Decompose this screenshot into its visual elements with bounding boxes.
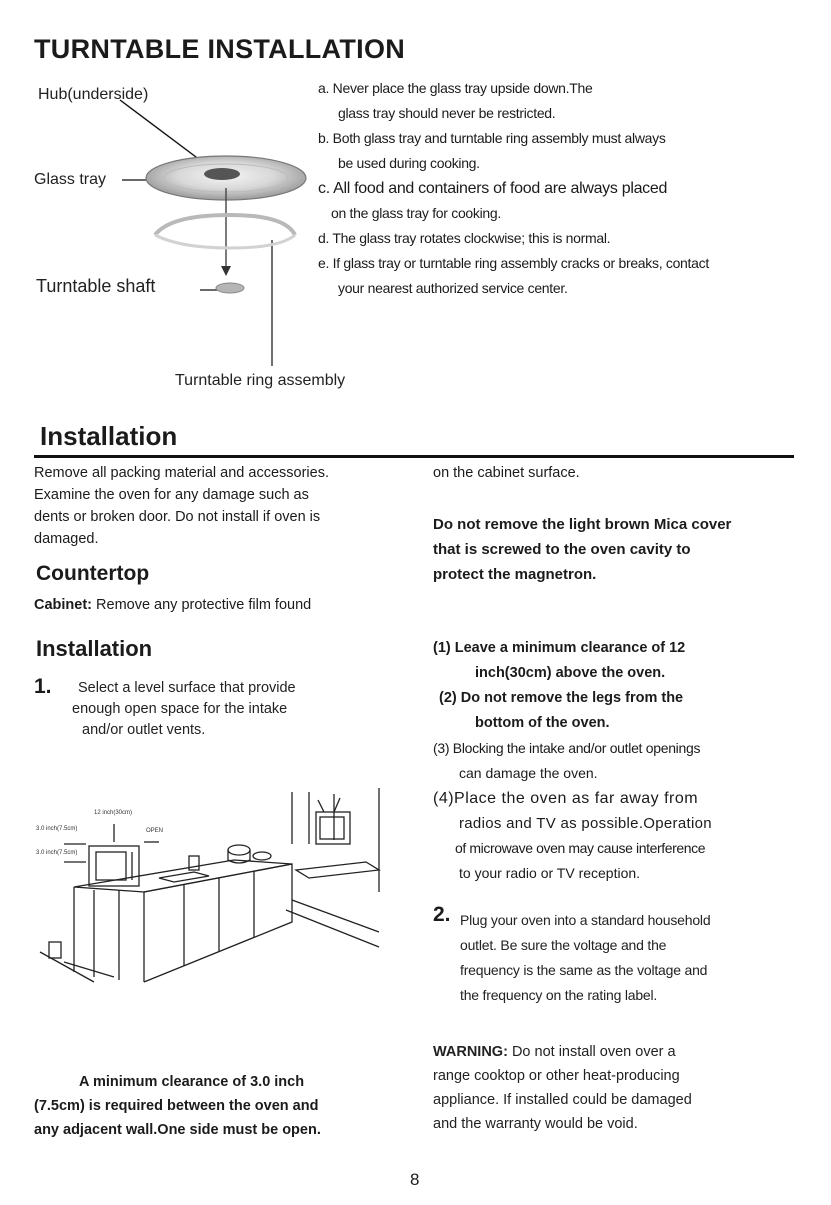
note-b: b. Both glass tray and turntable ring assembly must always [318,130,666,146]
turntable-diagram [30,70,360,400]
warning-line: and the warranty would be void. [433,1116,638,1132]
countertop-heading: Countertop [36,562,150,585]
note-d: d. The glass tray rotates clockwise; this is normal. [318,230,611,246]
mica-line: Do not remove the light brown Mica cover [433,516,732,533]
intro-line: damaged. [34,531,99,547]
installation-heading: Installation [40,421,178,451]
note-e: e. If glass tray or turntable ring assembly cracks or breaks, contact [318,255,709,271]
illus-label-left1: 3.0 inch(7.5cm) [36,826,78,832]
list-item-1: (1) Leave a minimum clearance of 12 [433,640,686,656]
intro-text [34,462,404,550]
note-c-cont: on the glass tray for cooking. [331,205,501,221]
mica-warning [433,512,793,587]
list-item-3: (3) Blocking the intake and/or outlet openings [433,740,701,756]
warning-line: range cooktop or other heat-producing [433,1068,680,1084]
mica-line: protect the magnetron. [433,566,597,583]
warning-line: appliance. If installed could be damaged [433,1092,692,1108]
warning-label: WARNING: [433,1044,508,1060]
cabinet-text-cont: on the cabinet surface. [433,465,580,481]
cabinet-desc: Remove any protective film found [92,597,312,613]
list-item-4-cont: radios and TV as possible.Operation [459,815,712,832]
step2-line: Plug your oven into a standard household [460,912,711,928]
step1-line: Select a level surface that provide [78,680,296,696]
warning-line: Do not install oven over a [507,1044,676,1060]
step2-text [460,908,805,1008]
step2-number: 2. [433,903,451,926]
kitchen-illustration [34,782,404,1002]
step2-line: frequency is the same as the voltage and [460,962,708,978]
clearance-line: A minimum clearance of 3.0 inch [79,1074,305,1090]
clearance-note [34,1070,404,1142]
warning-text [433,1040,793,1136]
list-item-1-cont: inch(30cm) above the oven. [475,665,666,681]
page-number: 8 [410,1170,420,1189]
note-c: c. All food and containers of food are always placed [318,180,668,197]
note-a: a. Never place the glass tray upside down.The [318,80,593,96]
section-rule [34,455,794,458]
turntable-notes [318,76,808,301]
list-item-4-cont: of microwave oven may cause interference [455,840,706,856]
clearance-line: (7.5cm) is required between the oven and [34,1098,319,1114]
illus-label-open: OPEN [146,828,164,834]
step1-line: enough open space for the intake [72,701,288,717]
list-item-4: (4)Place the oven as far away from [433,790,699,807]
intro-line: Examine the oven for any damage such as [34,487,309,503]
list-item-2: (2) Do not remove the legs from the [439,690,684,706]
note-a-cont: glass tray should never be restricted. [338,105,556,121]
ring-assembly-shape [155,215,295,235]
glass-tray-label: Glass tray [34,171,107,188]
intro-line: Remove all packing material and accessories. [34,465,329,481]
clearance-line: any adjacent wall.One side must be open. [34,1122,321,1138]
cabinet-text [34,594,311,616]
list-item-3-cont: can damage the oven. [459,765,598,781]
clearance-list [433,636,803,886]
step2-line: the frequency on the rating label. [460,987,658,1003]
list-item-2-cont: bottom of the oven. [475,715,610,731]
illus-label-top: 12 inch(30cm) [94,810,133,816]
shaft-shape [216,283,244,293]
page-title: TURNTABLE INSTALLATION [34,34,406,64]
shaft-label: Turntable shaft [36,276,156,296]
hub-label: Hub(underside) [38,86,149,103]
mica-line: that is screwed to the oven cavity to [433,541,691,558]
note-e-cont: your nearest authorized service center. [338,280,568,296]
list-item-4-cont: to your radio or TV reception. [459,865,641,881]
step2-line: outlet. Be sure the voltage and the [460,937,667,953]
installation-subheading: Installation [36,636,153,661]
step1-number: 1. [34,675,52,698]
note-b-cont: be used during cooking. [338,155,480,171]
illus-label-left2: 3.0 inch(7.5cm) [36,850,78,856]
ring-label: Turntable ring assembly [175,372,346,389]
cabinet-label: Cabinet: [34,597,92,613]
intro-line: dents or broken door. Do not install if oven is [34,509,321,525]
step1-line: and/or outlet vents. [82,722,206,738]
step1-text [72,678,402,741]
